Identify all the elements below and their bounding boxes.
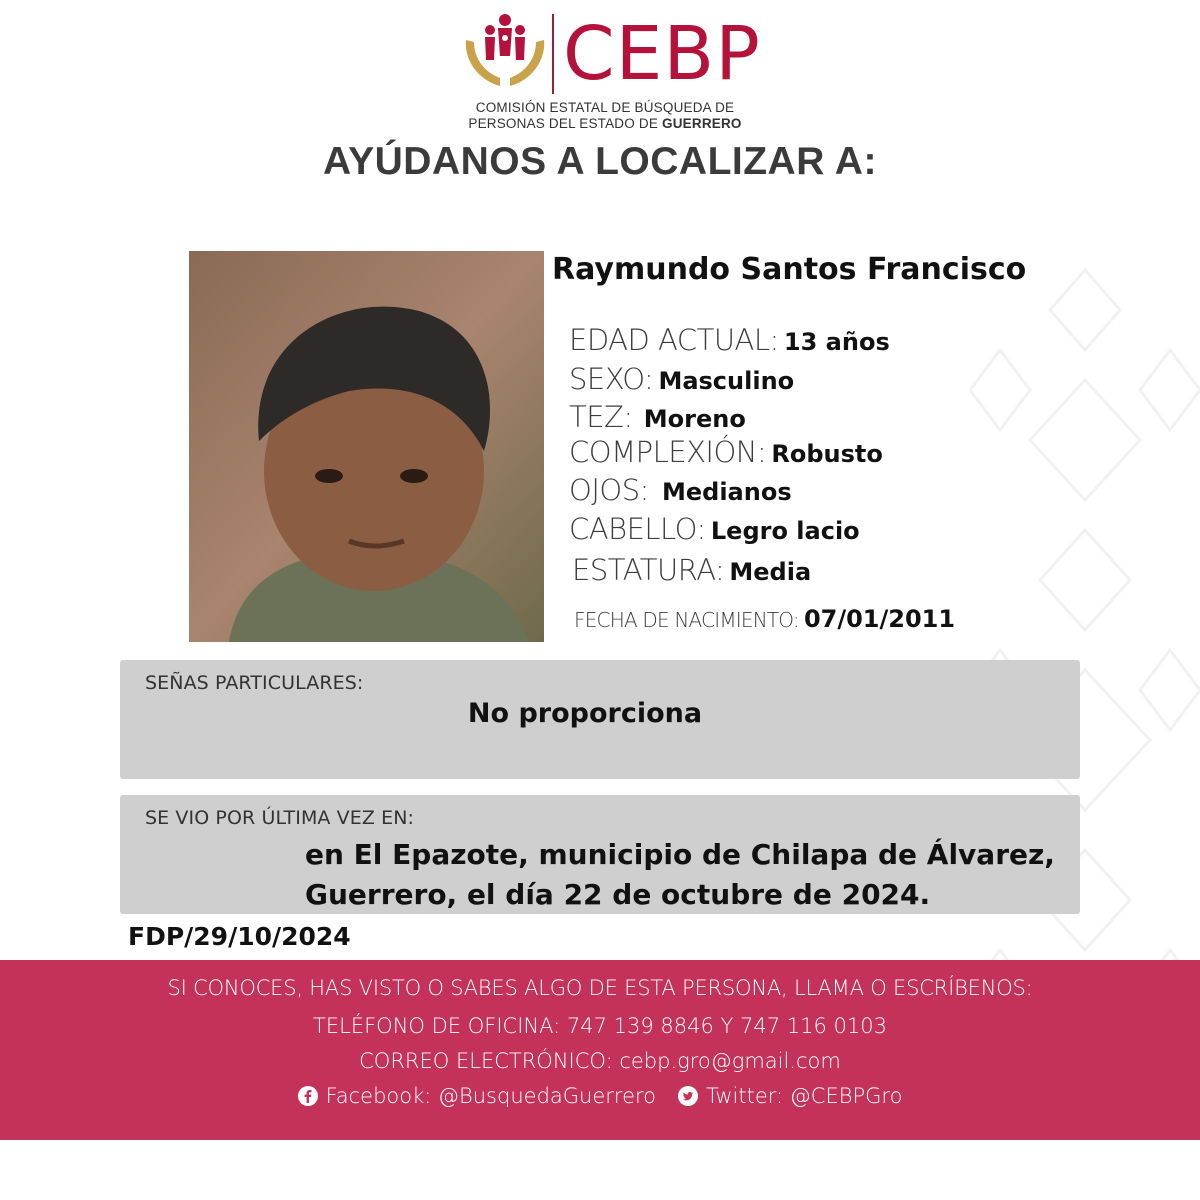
attr-height-label: ESTATURA: [572, 553, 725, 587]
page-headline: AYÚDANOS A LOCALIZAR A: [323, 140, 877, 183]
person-name: Raymundo Santos Francisco [552, 252, 1027, 287]
attr-birthdate-value: 07/01/2011 [803, 605, 956, 633]
facebook-handle[interactable]: Facebook: @BusquedaGuerrero [325, 1084, 657, 1108]
contact-footer [0, 960, 1200, 1140]
footer-social [0, 1084, 1200, 1108]
particular-signs-value: No proporciona [467, 698, 703, 729]
logo-subtitle-line2-a: PERSONAS DEL ESTADO DE [468, 116, 663, 131]
attr-birthdate [574, 605, 955, 633]
last-seen-label: SE VIO POR ÚLTIMA VEZ EN: [145, 807, 415, 829]
attr-sex [569, 362, 794, 396]
attr-age-value: 13 años [783, 328, 890, 356]
attr-age [569, 323, 890, 357]
attr-hair-label: CABELLO: [569, 512, 706, 546]
attr-eyes-label: OJOS: [569, 473, 649, 507]
attr-hair [569, 512, 860, 546]
attr-skin [569, 400, 746, 434]
footer-phone[interactable]: TELÉFONO DE OFICINA: 747 139 8846 Y 747 116 0103 [313, 1014, 887, 1038]
folio-number: FDP/29/10/2024 [128, 922, 351, 951]
last-seen-line1: en El Epazote, municipio de Chilapa de Álvarez, [305, 838, 1055, 871]
particular-signs-box [120, 660, 1080, 779]
particular-signs-label: SEÑAS PARTICULARES: [145, 672, 364, 694]
footer-email[interactable]: CORREO ELECTRÓNICO: cebp.gro@gmail.com [359, 1049, 841, 1073]
last-seen-line2: Guerrero, el día 22 de octubre de 2024. [305, 878, 931, 911]
attr-sex-label: SEXO: [569, 362, 654, 396]
attr-build [569, 435, 883, 469]
attr-height [572, 553, 811, 587]
attr-build-value: Robusto [771, 440, 883, 468]
facebook-icon[interactable] [298, 1086, 318, 1106]
attr-sex-value: Masculino [658, 367, 795, 395]
logo-subtitle-line2-b: GUERRERO [662, 116, 742, 131]
attr-skin-label: TEZ: [569, 400, 633, 434]
logo-subtitle-line1: COMISIÓN ESTATAL DE BÚSQUEDA DE [475, 100, 735, 115]
last-seen-value [305, 835, 1065, 915]
attr-eyes-value: Medianos [661, 478, 792, 506]
footer-call-to-action: SI CONOCES, HAS VISTO O SABES ALGO DE ESTA PERSONA, LLAMA O ESCRÍBENOS: [167, 976, 1033, 1000]
twitter-icon[interactable] [678, 1086, 698, 1106]
logo-separator [552, 14, 554, 94]
twitter-handle[interactable]: Twitter: @CEBPGro [706, 1084, 903, 1108]
attr-skin-value: Moreno [643, 405, 746, 433]
hands-family-icon [460, 10, 550, 90]
attr-eyes [569, 473, 792, 507]
attr-build-label: COMPLEXIÓN: [569, 435, 767, 469]
logo-subtitle [430, 100, 780, 132]
person-photo [189, 251, 544, 642]
last-seen-box [120, 795, 1080, 914]
attr-height-value: Media [729, 558, 812, 586]
attr-hair-value: Legro lacio [710, 517, 860, 545]
logo-name: CEBP [563, 11, 761, 97]
logo-subtitle-line2 [430, 116, 780, 132]
attr-age-label: EDAD ACTUAL: [569, 323, 779, 357]
attr-birthdate-label: FECHA DE NACIMIENTO: [574, 608, 799, 632]
